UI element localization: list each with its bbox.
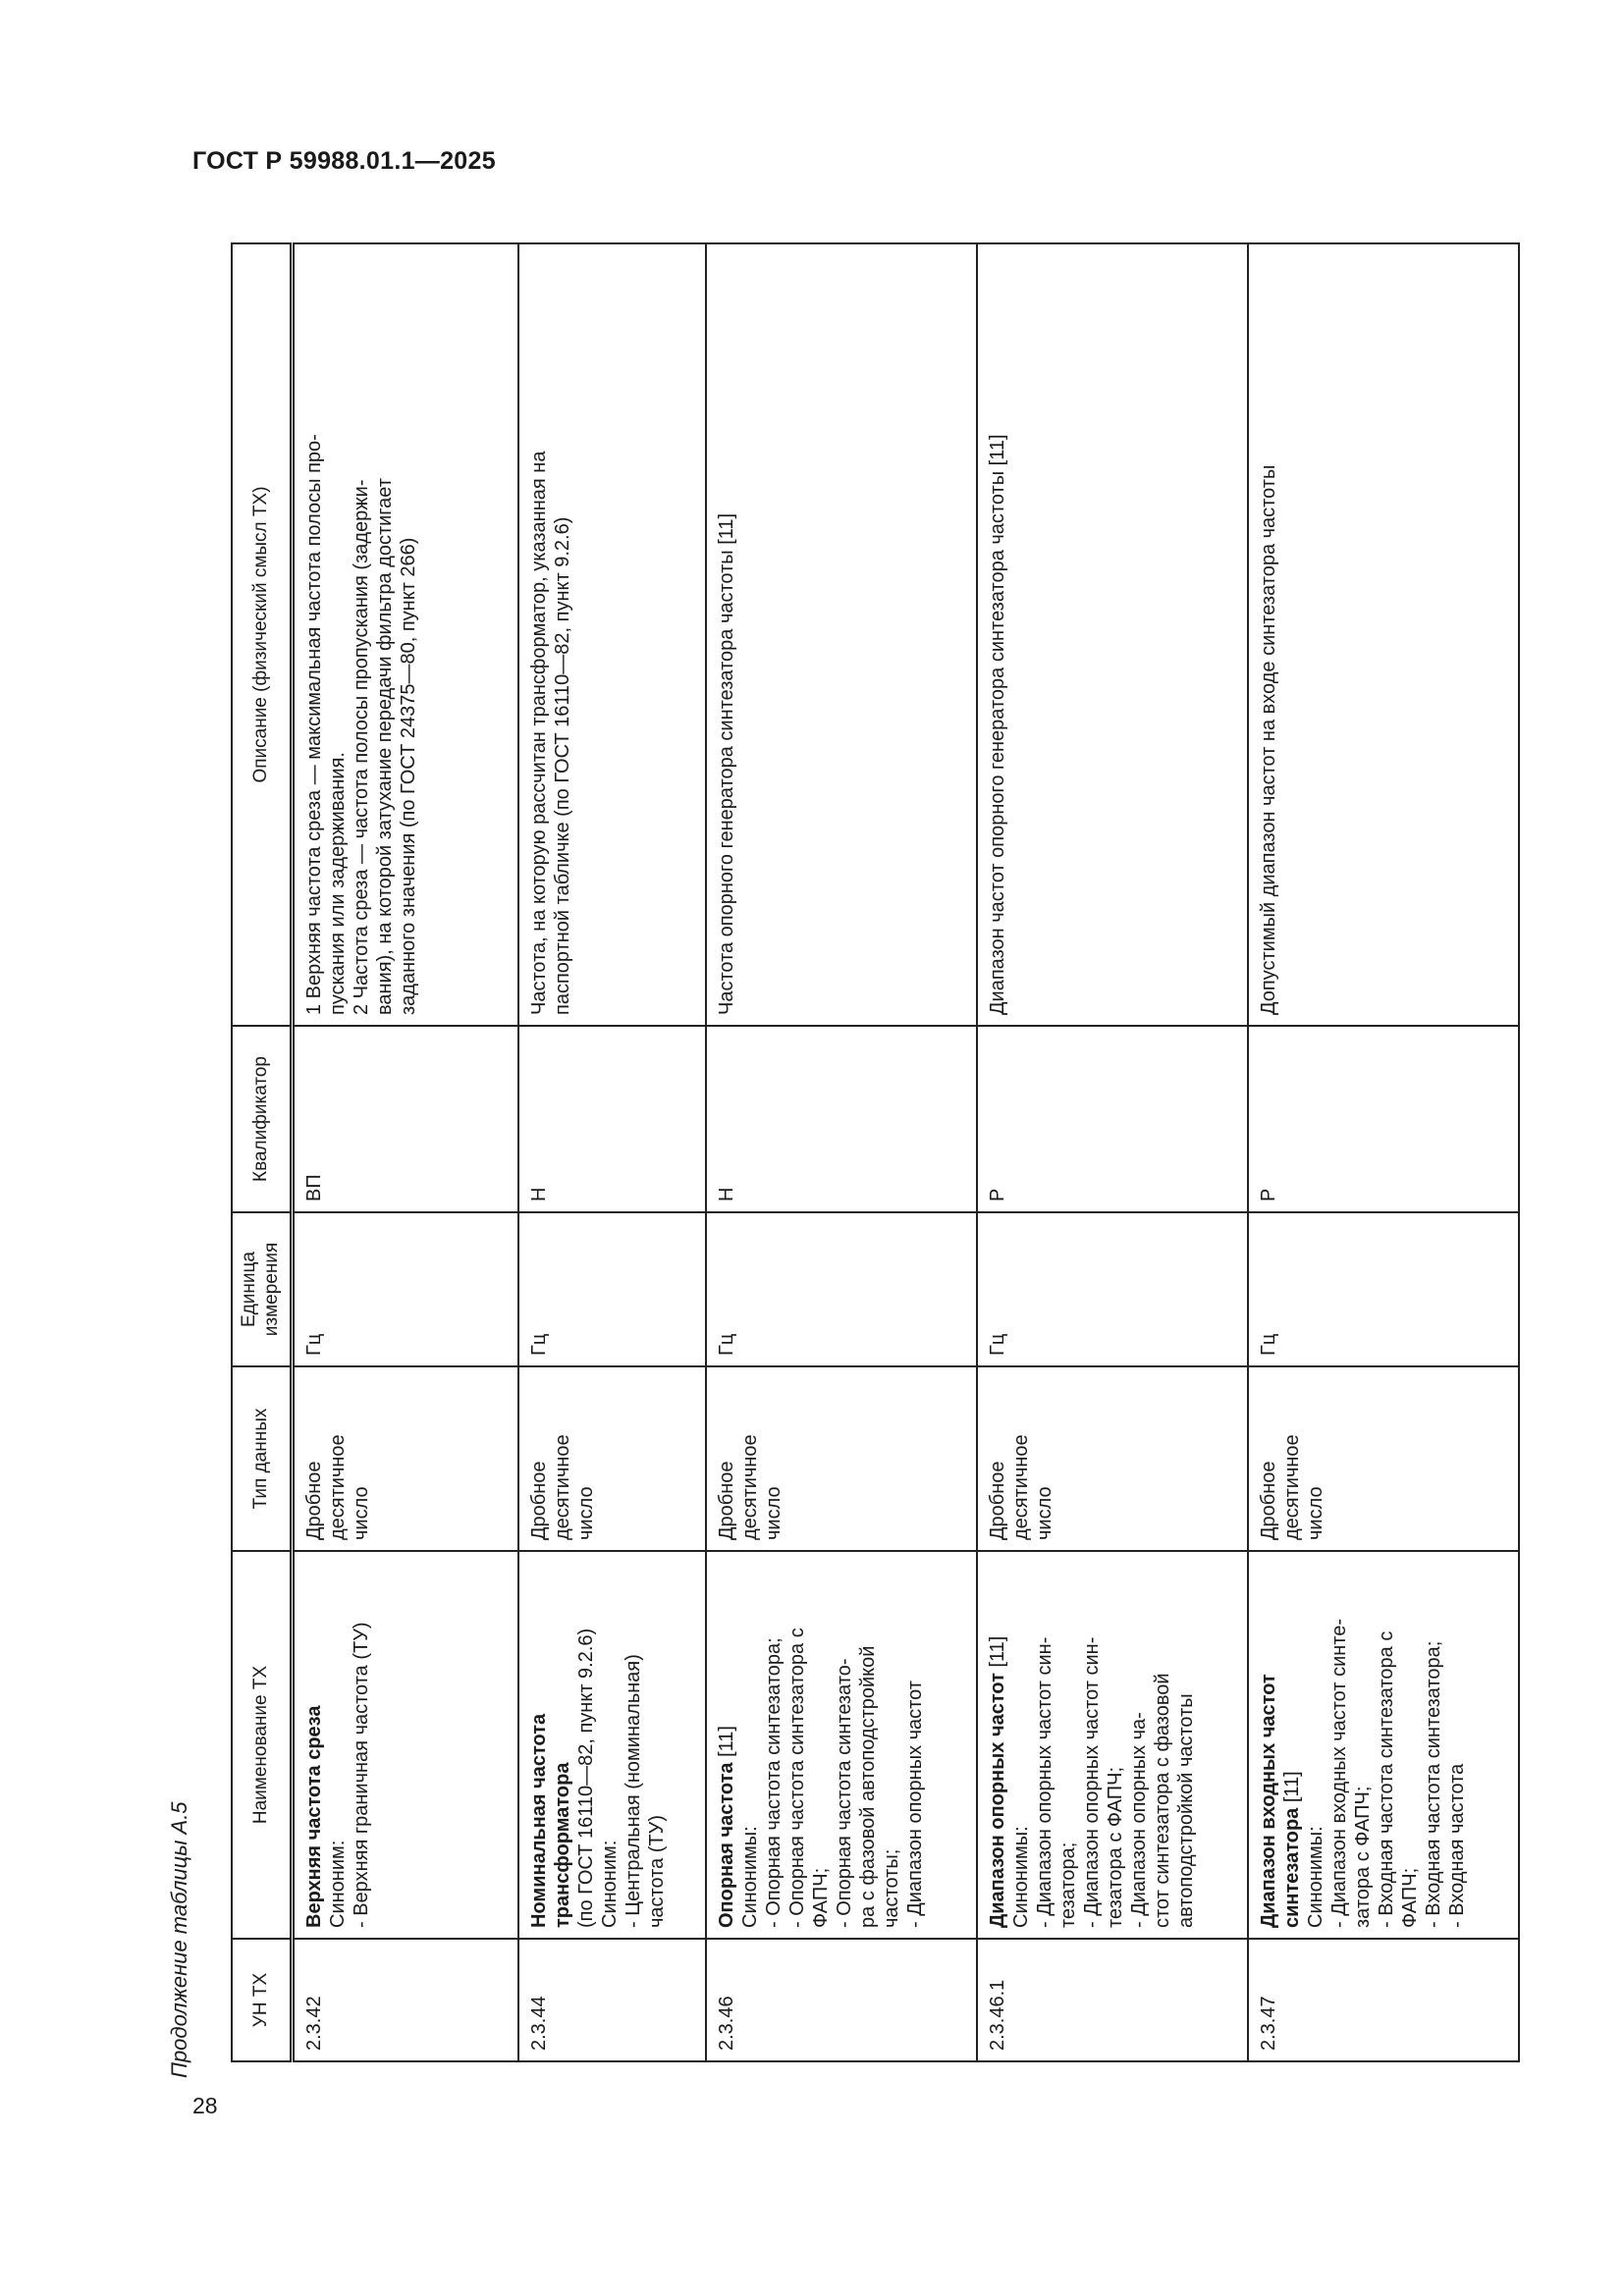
table-header-row (232, 243, 293, 2061)
page-number: 28 (192, 2093, 218, 2118)
cell-qualifier (706, 1026, 977, 1212)
name-bold: Диапазон входных частот синтезатора (1257, 1674, 1303, 1928)
col-header-data-type: Тип данных (232, 1366, 293, 1551)
cell-description (518, 243, 706, 1026)
cell-description (293, 243, 518, 1026)
name-line: тезатора с ФАПЧ; (1104, 1766, 1126, 1928)
cell-qualifier (1248, 1026, 1519, 1212)
name-heading (527, 1562, 574, 1928)
name-line: ФАПЧ; (1398, 1867, 1421, 1928)
characteristics-table (231, 242, 1520, 2062)
table-row (518, 243, 706, 2061)
unit-text: Гц (303, 1333, 325, 1356)
name-line: - Диапазон опорных частот син- (1033, 1636, 1056, 1928)
code-text: 2.3.47 (1257, 1996, 1279, 2051)
code-text: 2.3.44 (527, 1996, 550, 2051)
name-line: (по ГОСТ 16110—82, пункт 9.2.6) (574, 1628, 597, 1928)
name-line: - Опорная частота синтезато- (833, 1658, 855, 1928)
description-line: заданного значения (по ГОСТ 24375—80, пункт 266) (398, 537, 419, 1015)
cell-code (518, 1939, 706, 2061)
table-body (293, 243, 1520, 2061)
code-text: 2.3.46 (715, 1996, 737, 2051)
name-line: - Опорная частота синтезатора с (785, 1628, 808, 1928)
name-line: частота (ТУ) (645, 1814, 668, 1928)
cell-qualifier (977, 1026, 1248, 1212)
name-bold: Диапазон опорных частот (986, 1673, 1008, 1928)
table-row (293, 243, 518, 2061)
col-header-qualifier: Квалификатор (232, 1026, 293, 1212)
name-heading (1257, 1562, 1304, 1928)
col-header-description: Описание (физический смысл ТХ) (232, 243, 293, 1026)
qualifier-text: Н (527, 1187, 550, 1201)
cell-data-type (977, 1366, 1248, 1551)
name-line: - Центральная (номинальная) (622, 1654, 644, 1928)
col-header-name: Наименование ТХ (232, 1551, 293, 1939)
cell-name (1248, 1551, 1519, 1939)
unit-text: Гц (715, 1333, 737, 1356)
col-header-code: УН ТХ (232, 1939, 293, 2061)
description-line: паспортной табличке (по ГОСТ 16110—82, пункт 9.2.6) (551, 516, 573, 1015)
name-line: - Входная частота синтезатора; (1422, 1640, 1444, 1928)
qualifier-text: ВП (303, 1174, 325, 1201)
name-line: Синонимы: (1304, 1826, 1326, 1928)
cell-qualifier (518, 1026, 706, 1212)
description-line: 1 Верхняя частота среза — максимальная частота полосы про- (303, 434, 325, 1015)
name-ref: [11] (1280, 1771, 1303, 1808)
description-line: Диапазон частот опорного генератора синтезатора частоты [11] (986, 434, 1008, 1015)
description-line: 2 Частота среза — частота полосы пропускания (задержи- (351, 479, 372, 1015)
cell-name (293, 1551, 518, 1939)
cell-qualifier (293, 1026, 518, 1212)
document-header: ГОСТ Р 59988.01.1—2025 (192, 147, 496, 175)
qualifier-text: Н (715, 1187, 737, 1201)
code-text: 2.3.46.1 (986, 1979, 1008, 2051)
col-header-unit: Единица измерения (232, 1212, 293, 1366)
name-heading (986, 1562, 1009, 1928)
data-type-text: Дробное десятичное число (1257, 1434, 1326, 1540)
cell-description (706, 243, 977, 1026)
cell-data-type (293, 1366, 518, 1551)
name-line: - Верхняя граничная частота (ТУ) (351, 1622, 372, 1928)
unit-text: Гц (527, 1333, 550, 1356)
cell-name (706, 1551, 977, 1939)
cell-code (1248, 1939, 1519, 2061)
cell-unit (293, 1212, 518, 1366)
cell-data-type (518, 1366, 706, 1551)
cell-unit (977, 1212, 1248, 1366)
name-line: - Диапазон входных частот синте- (1327, 1619, 1350, 1928)
data-type-text: Дробное десятичное число (986, 1434, 1056, 1540)
name-line: тезатора; (1056, 1842, 1079, 1928)
table-row (1248, 243, 1519, 2061)
name-line: Синоним: (598, 1840, 621, 1928)
cell-description (1248, 243, 1519, 1026)
cell-code (293, 1939, 518, 2061)
code-text: 2.3.42 (303, 1996, 325, 2051)
cell-data-type (706, 1366, 977, 1551)
cell-code (977, 1939, 1248, 2061)
name-line: - Входная частота синтезатора с (1375, 1630, 1397, 1928)
name-line: стот синтезатора с фазовой (1151, 1673, 1173, 1928)
name-line: - Опорная частота синтезатора; (762, 1637, 785, 1928)
name-line: - Диапазон опорных частот (903, 1681, 926, 1928)
name-line: автоподстройкой частоты (1174, 1693, 1197, 1928)
cell-unit (1248, 1212, 1519, 1366)
qualifier-text: Р (986, 1188, 1008, 1201)
name-bold: Верхняя частота среза (303, 1705, 325, 1928)
cell-code (706, 1939, 977, 2061)
name-ref: [11] (715, 1726, 737, 1763)
description-line: Частота опорного генератора синтезатора частоты [11] (715, 512, 737, 1015)
qualifier-text: Р (1257, 1188, 1279, 1201)
cell-description (977, 243, 1248, 1026)
cell-name (977, 1551, 1248, 1939)
description-line: вания), на которой затухание передачи фильтра достигает (374, 478, 396, 1015)
name-heading (302, 1562, 326, 1928)
table-row (977, 243, 1248, 2061)
cell-unit (706, 1212, 977, 1366)
name-line: - Диапазон опорных ча- (1127, 1712, 1150, 1928)
name-line: частоты; (880, 1848, 902, 1928)
name-line: затора с ФАПЧ; (1351, 1786, 1374, 1928)
data-type-text: Дробное десятичное число (527, 1434, 597, 1540)
name-bold: Опорная частота (715, 1762, 737, 1928)
name-bold: Номинальная частота трансформатора (527, 1713, 573, 1928)
table-row (706, 243, 977, 2061)
name-line: ра с фазовой автоподстройкой (856, 1645, 879, 1928)
name-line: Синонимы: (1009, 1826, 1032, 1928)
name-line: ФАПЧ; (809, 1867, 832, 1928)
cell-data-type (1248, 1366, 1519, 1551)
unit-text: Гц (1257, 1333, 1279, 1356)
table-caption: Продолжение таблицы А.5 (167, 1801, 191, 2078)
unit-text: Гц (986, 1333, 1008, 1356)
description-line: Допустимый диапазон частот на входе синтезатора частоты (1257, 464, 1279, 1015)
name-heading (715, 1562, 738, 1928)
name-line: Синоним: (327, 1840, 349, 1928)
name-line: Синонимы: (738, 1826, 761, 1928)
description-line: пускания или задерживания. (327, 752, 349, 1015)
name-line: - Входная частота (1445, 1763, 1468, 1928)
cell-unit (518, 1212, 706, 1366)
data-type-text: Дробное десятичное число (303, 1434, 372, 1540)
cell-name (518, 1551, 706, 1939)
name-ref: [11] (986, 1635, 1008, 1674)
data-type-text: Дробное десятичное число (715, 1434, 785, 1540)
name-line: - Диапазон опорных частот син- (1080, 1636, 1103, 1928)
description-line: Частота, на которую рассчитан трансформатор, указанная на (527, 451, 550, 1015)
